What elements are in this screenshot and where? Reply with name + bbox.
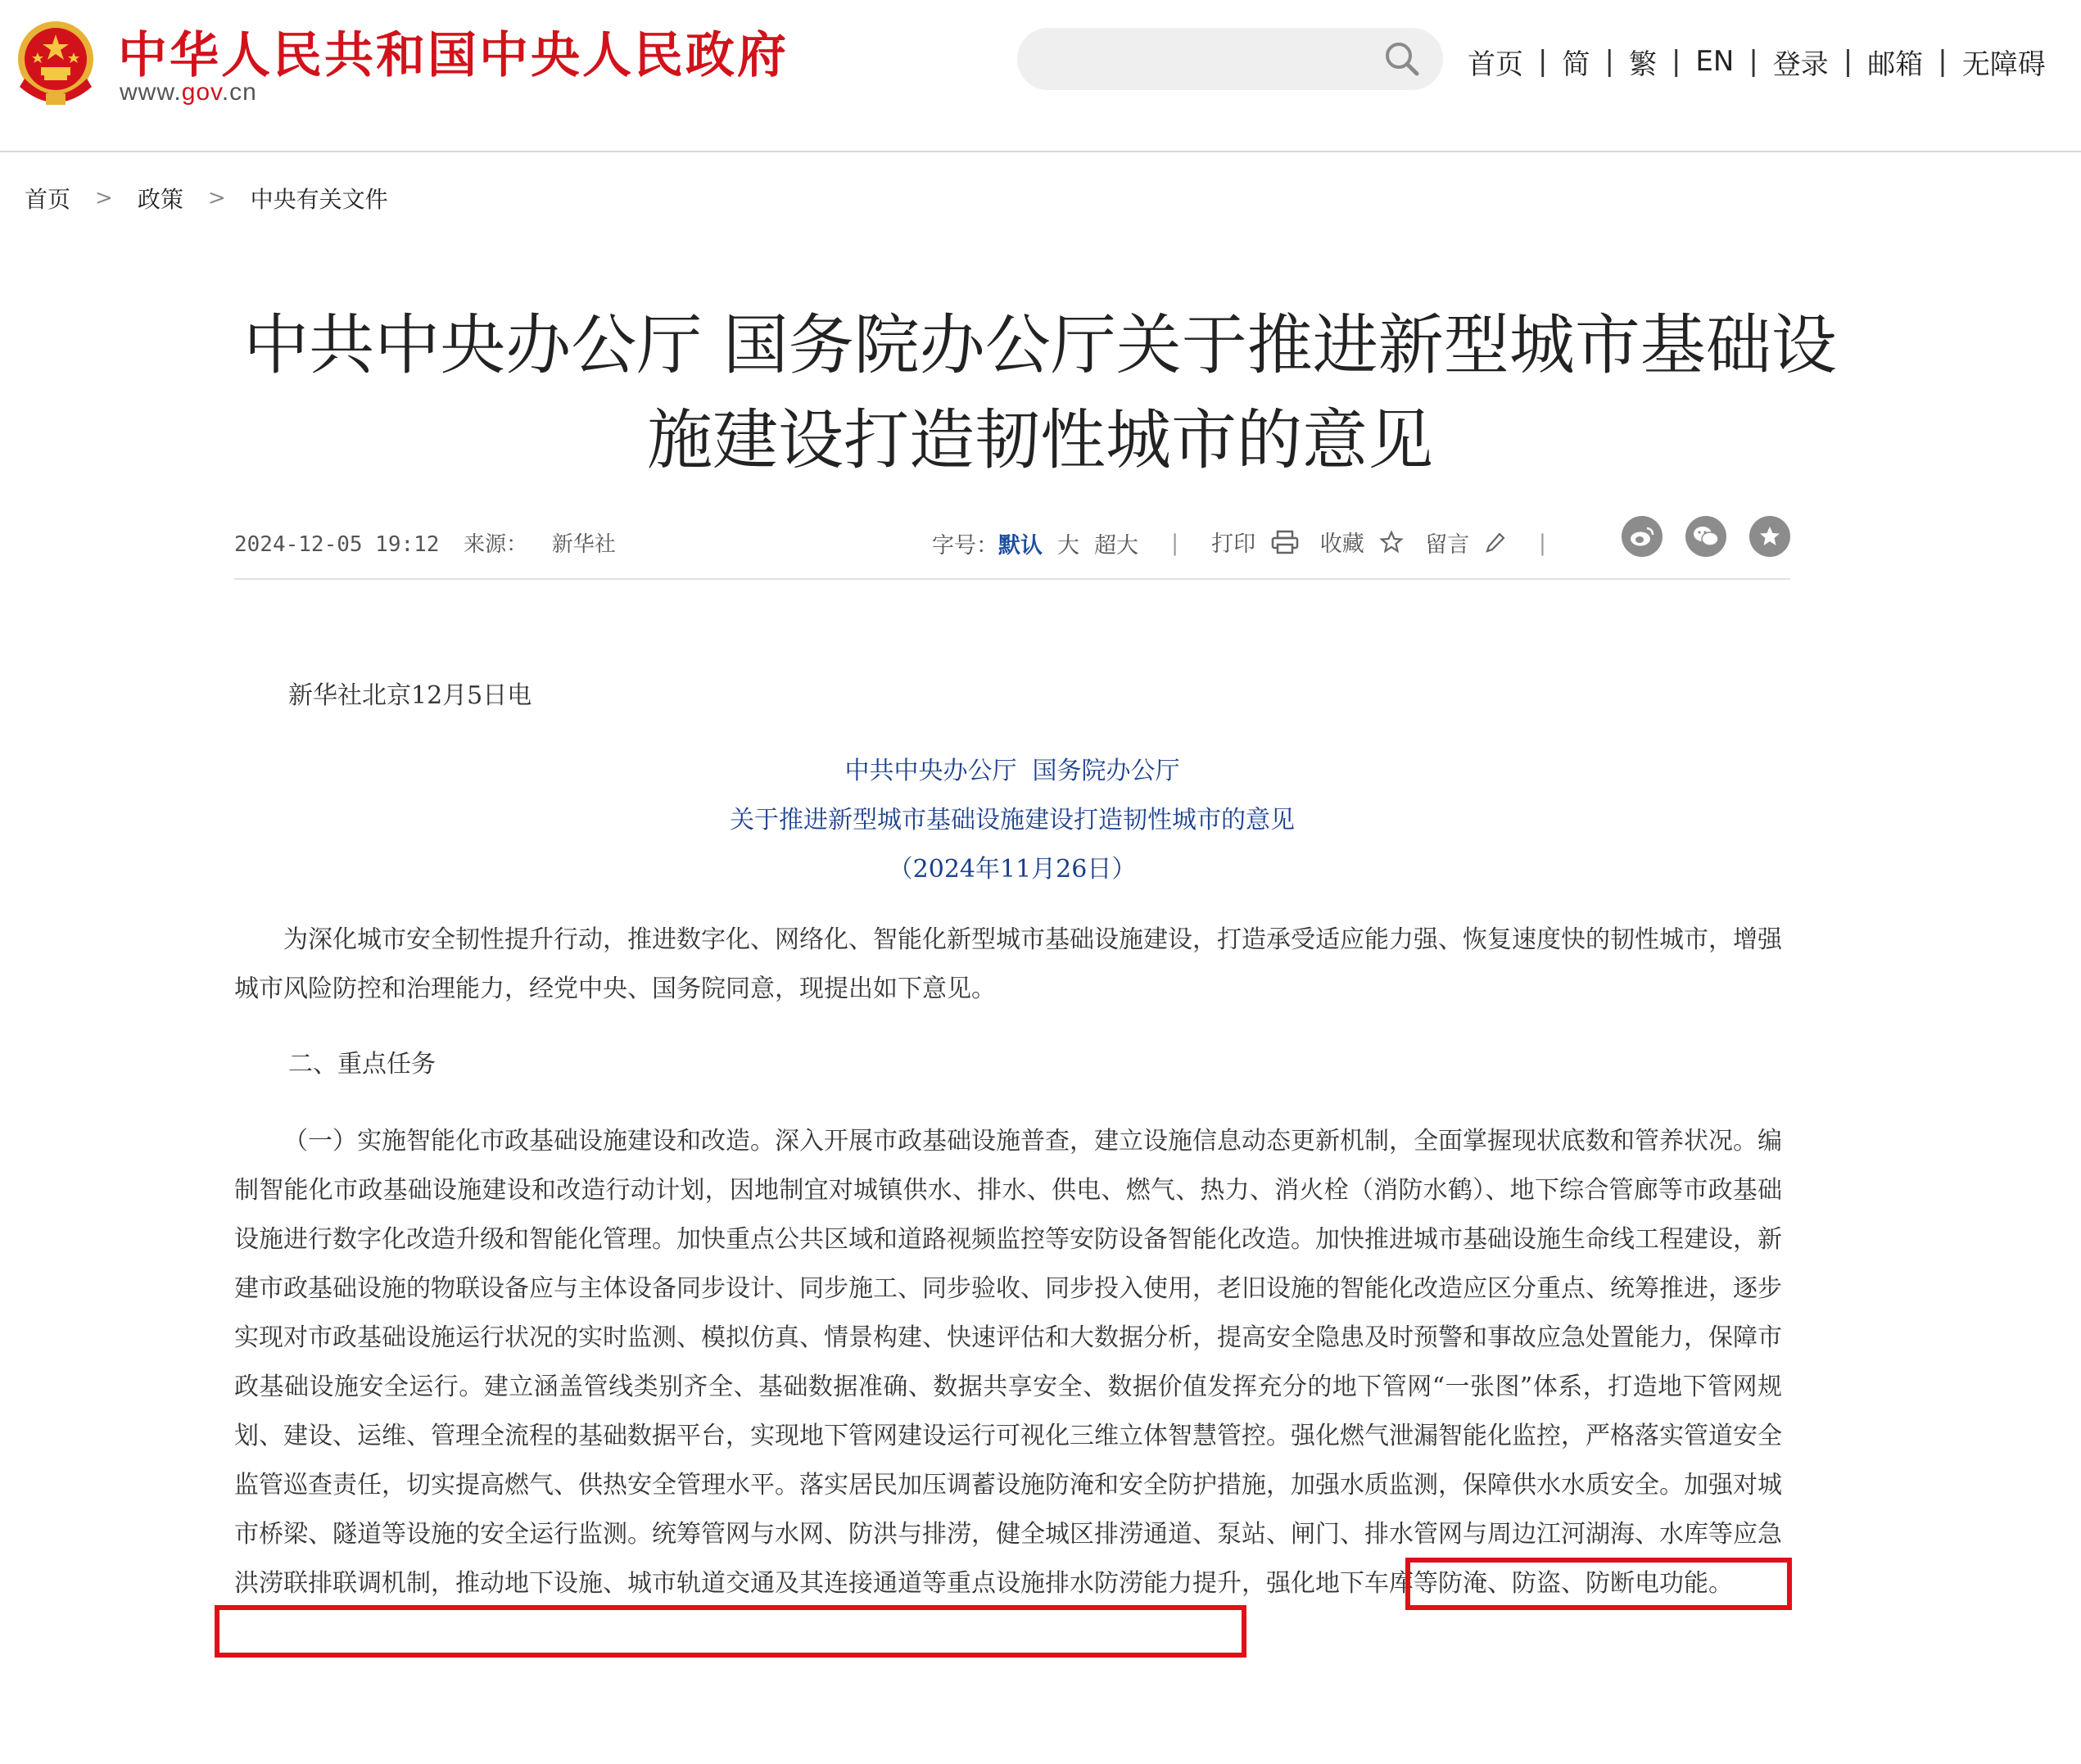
intro-paragraph: 为深化城市安全韧性提升行动，推进数字化、网络化、智能化新型城市基础设施建设，打造承受适应能力强、恢复速度快的韧性城市，增强城市风险防控和治理能力，经党中央、国务院同意，现提出如下意见。 (234, 925, 1782, 1003)
publish-date: 2024-12-05 19:12 (234, 532, 440, 557)
tool-separator: | (1171, 530, 1179, 556)
font-size-default[interactable]: 默认 (998, 532, 1043, 559)
document-title: 关于推进新型城市基础设施建设打造韧性城市的意见 (730, 806, 1295, 835)
nav-traditional[interactable]: 繁 (1628, 47, 1657, 81)
article-meta-bar (234, 516, 1790, 565)
highlighted-text: 推动地下设施、城市轨道交通及其连接通道等重点设施排水防涝能力提升，强化地下车库等防淹、防盗、防断电功能。 (455, 1569, 1733, 1598)
task-paragraph-text: （一）实施智能化市政基础设施建设和改造。深入开展市政基础设施普查，建立设施信息动态更新机制，全面掌握现状底数和管养状况。编制智能化市政基础设施建设和改造行动计划，因地制宜对城镇供水、排水、供电、燃气、热力、消火栓（消防水鹤）、地下综合管廊等市政基础设施进行数字化改造升级和智能化管理。加快重点公共区域和道路视频监控等安防设备智能化改造。加快推进城市基础设施生命线工程建设，新建市政基础设施的物联设备应与主体设备同步设计、同步施工、同步验收、同步投入使用，老旧设施的智能化改造应区分重点、统筹推进，逐步实现对市政基础设施运行状况的实时监测、模拟仿真、情景构建、快速评估和大数据分析，提高安全隐患及时预警和事故应急处置能力，保障市政基础设施安全运行。建立涵盖管线类别齐全、基础数据准确、数据共享安全、数据价值发挥充分的地下管网“一张图”体系，打造地下管网规划、建设、运维、管理全流程的基础数据平台，实现地下管网建设运行可视化三维立体智慧管控。强化燃气泄漏智能化监控，严格落实管道安全监管巡查责任，切实提高燃气、供热安全管理水平。落实居民加压调蓄设施防淹和安全防护措施，加强水质监测，保障供水水质安全。加强对城市桥梁、隧道等设施的安全运行监测。统筹管网与水网、防洪与排涝，健全城区排涝通道、泵站、闸门、排水管网与周边江河湖海、水库等应急洪涝联排联调机制， (234, 1127, 1782, 1598)
star-outline-icon (1379, 530, 1404, 560)
document-header (234, 747, 1790, 894)
nav-separator: | (1538, 45, 1548, 78)
tool-separator: | (1538, 530, 1546, 556)
page-title (221, 298, 1859, 488)
breadcrumb (25, 182, 388, 215)
site-title[interactable]: 中华人民共和国中央人民政府 (118, 27, 789, 84)
document-issuer: 中共中央办公厅 国务院办公厅 (844, 757, 1180, 785)
publish-info (234, 527, 616, 558)
title-line-1: 中共中央办公厅 国务院办公厅关于推进新型城市基础设 (243, 307, 1837, 383)
national-emblem-icon[interactable] (13, 18, 98, 108)
nav-separator: | (1938, 45, 1948, 78)
favorite-button[interactable] (1320, 526, 1405, 560)
print-label: 打印 (1211, 531, 1256, 557)
dateline: 新华社北京12月5日电 (288, 681, 532, 710)
breadcrumb-home[interactable]: 首页 (25, 186, 71, 213)
section-heading: 二、重点任务 (288, 1050, 436, 1079)
favorite-label: 收藏 (1319, 531, 1364, 557)
chevron-right-icon: > (95, 186, 113, 210)
nav-home[interactable]: 首页 (1468, 47, 1523, 81)
site-domain-suffix: .cn (221, 79, 257, 106)
source-name: 新华社 (551, 532, 616, 557)
print-button[interactable] (1211, 526, 1299, 560)
font-size-xlarge[interactable]: 超大 (1094, 532, 1138, 559)
nav-separator: | (1748, 45, 1758, 78)
site-header (0, 0, 2081, 152)
site-domain[interactable] (120, 79, 257, 106)
nav-simplified[interactable]: 简 (1562, 47, 1590, 81)
weibo-icon[interactable] (1622, 516, 1663, 557)
share-buttons (1622, 516, 1790, 557)
title-line-2: 施建设打造韧性城市的意见 (647, 402, 1433, 478)
nav-separator: | (1671, 45, 1681, 78)
font-size-large[interactable]: 大 (1057, 532, 1079, 559)
site-domain-prefix: www. (120, 79, 182, 106)
favorite-star-icon[interactable] (1749, 516, 1790, 557)
breadcrumb-policy[interactable]: 政策 (137, 186, 183, 213)
highlight-box-line-2 (215, 1605, 1246, 1658)
source-label: 来源： (464, 532, 528, 557)
wechat-icon[interactable] (1685, 516, 1726, 557)
comment-button[interactable] (1425, 527, 1506, 560)
nav-login[interactable]: 登录 (1772, 47, 1829, 81)
font-size-label: 字号： (932, 532, 998, 559)
nav-mail[interactable]: 邮箱 (1867, 47, 1924, 81)
meta-divider (234, 578, 1790, 580)
comment-label: 留言 (1425, 531, 1470, 558)
search-input[interactable] (1017, 28, 1443, 90)
nav-accessibility[interactable]: 无障碍 (1961, 47, 2046, 81)
nav-separator: | (1843, 45, 1853, 78)
breadcrumb-central-documents[interactable]: 中央有关文件 (250, 186, 388, 213)
nav-separator: | (1604, 45, 1614, 78)
chevron-right-icon: > (207, 186, 226, 210)
printer-icon (1271, 530, 1299, 560)
pencil-icon (1485, 531, 1506, 560)
document-date: （2024年11月26日） (888, 855, 1137, 884)
nav-english[interactable]: EN (1695, 45, 1735, 78)
site-domain-accent: gov (181, 79, 222, 106)
article-tools (932, 526, 1579, 560)
search-icon[interactable] (1384, 41, 1420, 77)
top-navigation (1468, 43, 2046, 80)
task-paragraph (234, 1117, 1782, 1608)
